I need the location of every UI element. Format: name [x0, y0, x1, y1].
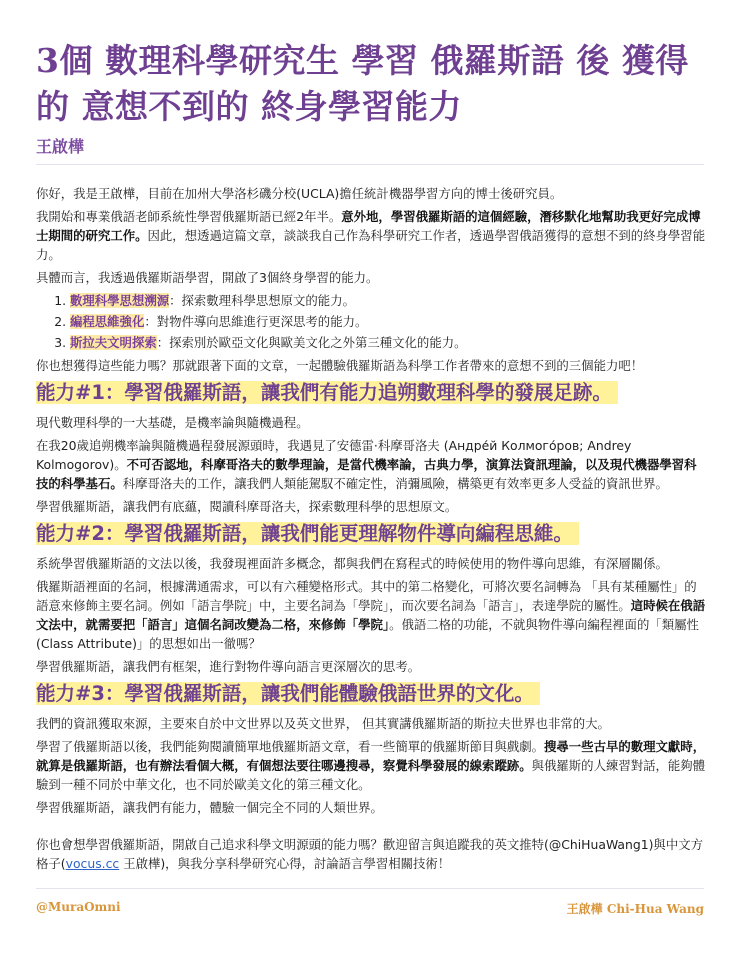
ability-label: 數理科學思想溯源 — [70, 293, 170, 308]
intro-text: 因此，想透過這篇文章，談談我自己作為科學研究工作者，透過學習俄語獲得的意想不到的終身學習能力。 — [36, 228, 706, 262]
vocus-link[interactable]: vocus.cc — [65, 856, 120, 871]
section-text: 在我20歲追朔機率論與隨機過程發展源頭時，我遇見了安德雷·科摩哥洛夫 (Андре́й Колмого́ров; Andrey Kolmogorov)。 — [36, 438, 632, 472]
section-text: 俄羅斯語裡面的名詞，根據溝通需求，可以有六種變格形式。其中的第二格變化，可將次要名詞轉為 「具有某種屬性」的語意來修飾主要名詞。例如「語言學院」中，主要名詞為「學院」，而次要名詞為「語言」，表達學院的屬性。 — [36, 579, 697, 613]
section-text: 科摩哥洛夫的工作，讓我們人類能駕馭不確定性，消彌風險，構築更有效率更多人受益的資訊世界。 — [122, 476, 668, 491]
intro-paragraph-4: 你也想獲得這些能力嗎？那就跟著下面的文章，一起體驗俄羅斯語為科學工作者帶來的意想不到的三個能力吧！ — [36, 358, 644, 373]
ability-text: ：探索數理科學思想原文的能力。 — [169, 293, 355, 308]
intro-paragraph-2 — [36, 207, 708, 264]
section-1-heading — [36, 379, 708, 407]
section-2-heading — [36, 520, 708, 548]
ability-label: 斯拉夫文明探索 — [70, 335, 157, 350]
section-2-paragraph-3: 學習俄羅斯語，讓我們有框架，進行對物件導向語言更深層次的思考。 — [36, 659, 421, 674]
section-heading-text: 能力#3：學習俄羅斯語，讓我們能體驗俄語世界的文化。 — [36, 682, 540, 705]
section-1-paragraph-3: 學習俄羅斯語，讓我們有底蘊，閱讀科摩哥洛夫，探索數理科學的思想原文。 — [36, 499, 458, 514]
section-3-paragraph-3: 學習俄羅斯語，讓我們有能力，體驗一個完全不同的人類世界。 — [36, 800, 383, 815]
article-body — [36, 184, 708, 877]
section-bold-text: 這時候在俄語文法中，就需要把「語言」這個名詞改變為二格，來修飾「學院」 — [36, 598, 706, 632]
closing-paragraph — [36, 835, 708, 873]
section-heading-text: 能力#1：學習俄羅斯語，讓我們有能力追朔數理科學的發展足跡。 — [36, 381, 618, 404]
ability-text: ：探索別於歐亞文化與歐美文化之外第三種文化的能力。 — [156, 335, 467, 350]
section-heading-text: 能力#2：學習俄羅斯語，讓我們能更理解物件導向編程思維。 — [36, 522, 579, 545]
closing-text: 王啟樺)，與我分享科學研究心得，討論語言學習相關技術！ — [119, 856, 451, 871]
intro-paragraph-3: 具體而言，我透過俄羅斯語學習，開啟了3個終身學習的能力。 — [36, 270, 379, 285]
section-2-paragraph-1: 系統學習俄羅斯語的文法以後，我發現裡面許多概念，都與我們在寫程式的時候使用的物件導向思維，有深層關係。 — [36, 556, 668, 571]
ability-list — [36, 291, 708, 352]
title-divider — [36, 164, 704, 165]
section-1-paragraph-1: 現代數理科學的一大基礎，是機率論與隨機過程。 — [36, 415, 309, 430]
section-3-paragraph-2 — [36, 737, 708, 794]
section-bold-text: 不可否認地，科摩哥洛夫的數學理論，是當代機率論，古典力學，演算法資訊理論，以及現代機器學習科技的科學基石。 — [36, 457, 697, 491]
ability-list-item — [70, 291, 708, 310]
section-3-paragraph-1: 我們的資訊獲取來源，主要來自於中文世界以及英文世界， 但其實講俄羅斯語的斯拉夫世界也非常的大。 — [36, 716, 610, 731]
intro-paragraph-1: 你好，我是王啟樺，目前在加州大學洛杉磯分校(UCLA)擔任統計機器學習方向的博士後研究員。 — [36, 186, 563, 201]
section-text: 學習了俄羅斯語以後，我們能夠閱讀簡單地俄羅斯語文章，看一些簡單的俄羅斯節目與戲劇。 — [36, 739, 545, 754]
page-title: 3個 數理科學研究生 學習 俄羅斯語 後 獲得的 意想不到的 終身學習能力 — [36, 41, 689, 126]
footer-author: 王啟樺 Chi-Hua Wang — [566, 902, 704, 916]
footer-handle: @MuraOmni — [36, 900, 121, 914]
footer-divider — [36, 888, 704, 889]
section-text: 。俄語二格的功能，不就與物件導向編程裡面的「類屬性(Class Attribute)」的思想如出一徹嗎？ — [36, 617, 699, 651]
intro-text: 我開始和專業俄語老師系統性學習俄羅斯語已經2年半。 — [36, 209, 342, 224]
intro-bold-text: 意外地，學習俄羅斯語的這個經驗，潛移默化地幫助我更好完成博士期間的研究工作。 — [36, 209, 701, 243]
ability-text: ：對物件導向思維進行更深思考的能力。 — [144, 314, 368, 329]
closing-text: 你也會想學習俄羅斯語，開啟自己追求科學文明源頭的能力嗎？歡迎留言與追蹤我的英文推特(@ChiHuaWang1)與中文方格子( — [36, 837, 703, 871]
section-3-heading — [36, 680, 708, 708]
section-text: 與俄羅斯的人練習對話，能夠體驗到一種不同於中華文化，也不同於歐美文化的第三種文化。 — [36, 758, 706, 792]
ability-list-item — [70, 312, 708, 331]
section-1-paragraph-2 — [36, 436, 708, 493]
section-bold-text: 搜尋一些古早的數理文獻時，就算是俄羅斯語，也有辦法看個大概，有個想法要往哪邊搜尋，察覺科學發展的線索蹤跡。 — [36, 739, 706, 773]
spacer — [36, 821, 708, 835]
section-2-paragraph-2 — [36, 577, 708, 653]
ability-label: 編程思維強化 — [70, 314, 145, 329]
author-name: 王啟樺 — [36, 137, 85, 156]
ability-list-item — [70, 333, 708, 352]
